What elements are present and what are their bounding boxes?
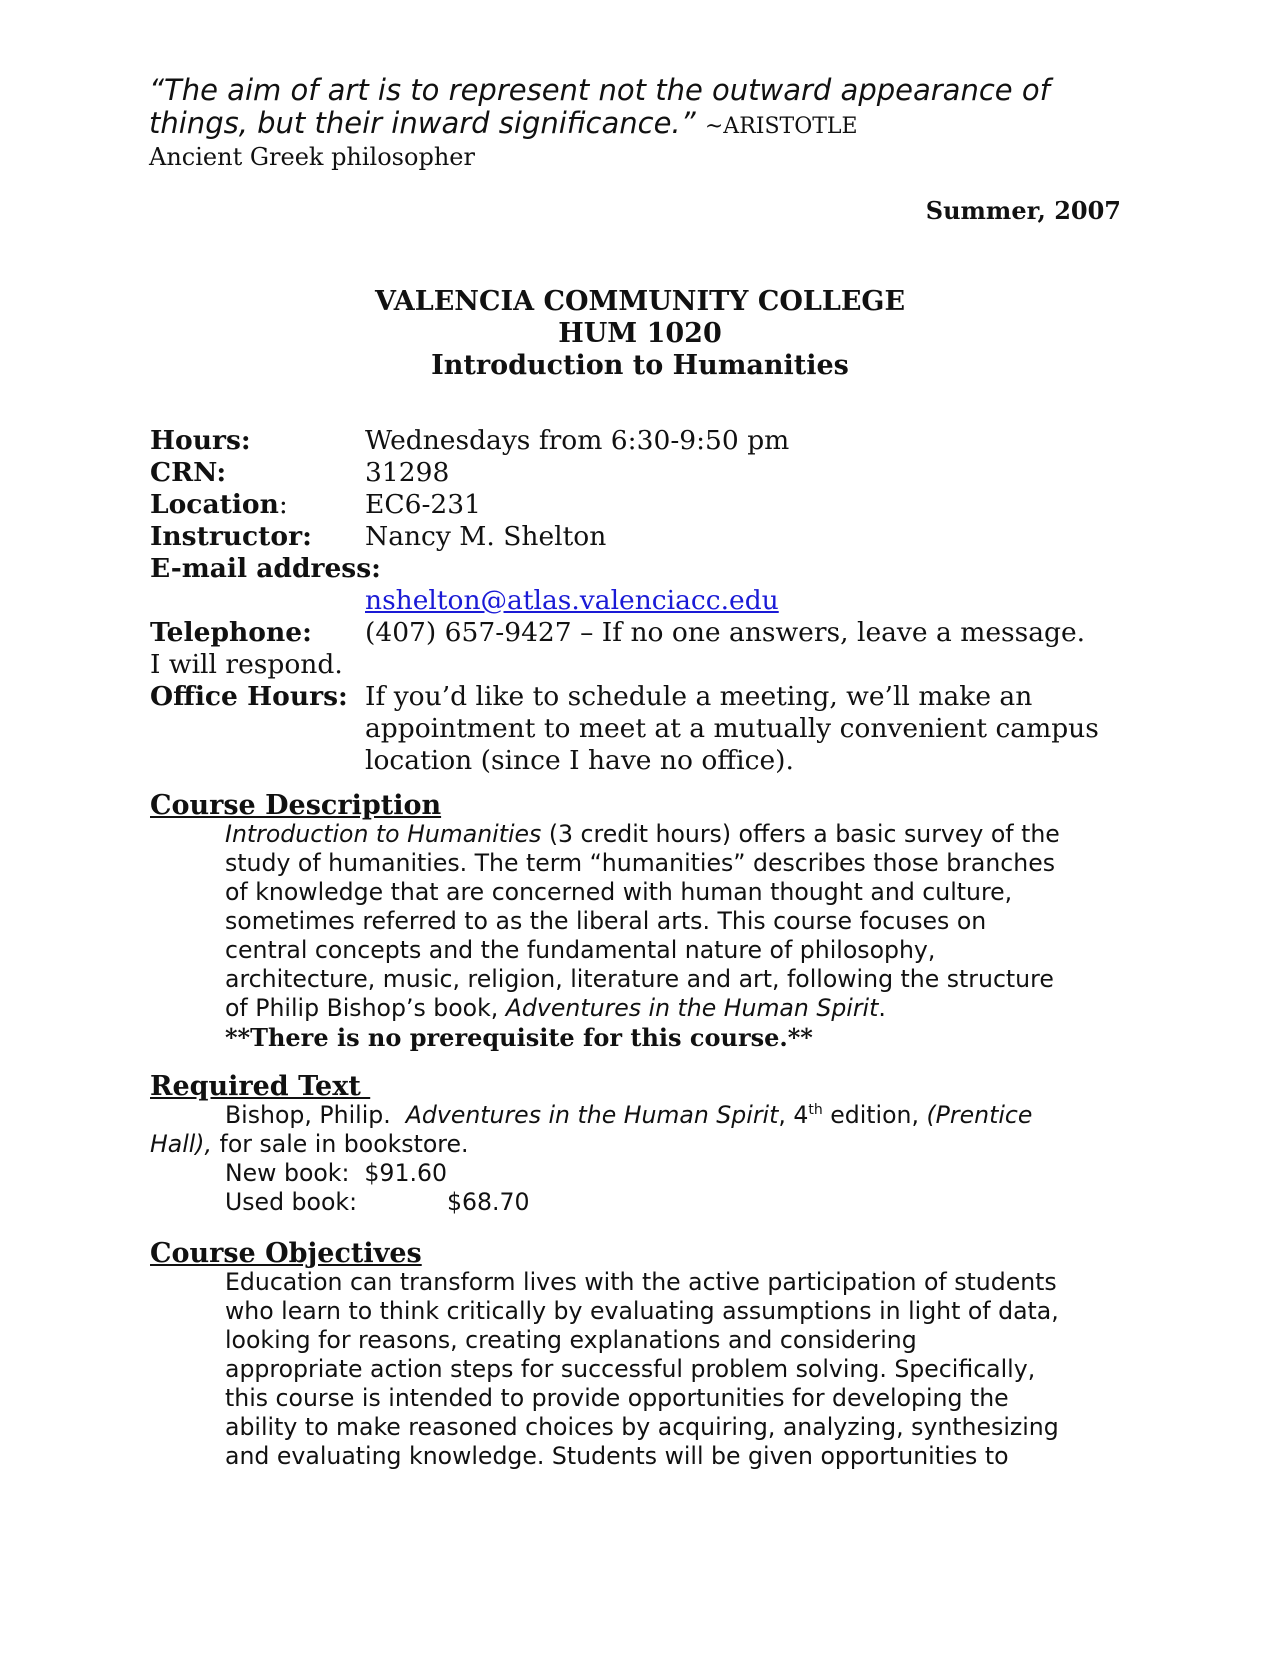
college-name: VALENCIA COMMUNITY COLLEGE	[374, 286, 906, 317]
course-name: Introduction to Humanities	[431, 350, 849, 381]
hours-label: Hours:	[150, 425, 251, 456]
instructor-label: Instructor:	[150, 521, 312, 552]
description-line: study of humanities. The term “humanities” describes those branches	[225, 849, 1056, 877]
info-row-hours	[150, 425, 1150, 457]
edition-post: edition,	[822, 1101, 927, 1129]
info-row-office-hours	[150, 681, 1150, 777]
info-row-email	[150, 553, 1150, 585]
email-link[interactable]: nshelton@atlas.valenciacc.edu	[365, 585, 779, 616]
required-text-line	[225, 1101, 1145, 1130]
location-label	[150, 489, 365, 521]
publisher-part1: (Prentice	[926, 1101, 1033, 1129]
info-row-crn	[150, 457, 1150, 489]
quote-subtitle: Ancient Greek philosopher	[149, 143, 475, 171]
new-book-label: New book:	[225, 1159, 365, 1187]
new-book-price: $91.60	[364, 1159, 447, 1187]
objectives-line: appropriate action steps for successful problem solving. Specifically,	[225, 1355, 1036, 1383]
required-text-line2	[150, 1130, 1150, 1159]
quote-text: “The aim of art is to represent not the outward appearance of things, but their inward significance.”	[149, 73, 1050, 140]
description-line1-rest: (3 credit hours) offers a basic survey of the	[541, 820, 1060, 848]
office-hours-line: If you’d like to schedule a meeting, we’ll make an	[365, 681, 1033, 712]
book-title: Adventures in the Human Spirit	[405, 1101, 779, 1129]
book-prices	[225, 1159, 1145, 1217]
crn-label: CRN:	[150, 457, 227, 488]
course-objectives-heading: Course Objectives	[150, 1238, 422, 1269]
new-book-row	[225, 1159, 1145, 1188]
location-label-text: Location	[150, 489, 279, 520]
used-book-label: Used book:	[225, 1188, 358, 1216]
description-last-start: of Philip Bishop’s book,	[225, 994, 506, 1022]
objectives-line: looking for reasons, creating explanations and considering	[225, 1326, 917, 1354]
used-book-row	[225, 1188, 1145, 1217]
email-indent	[150, 585, 365, 617]
objectives-line: this course is intended to provide opportunities for developing the	[225, 1384, 1009, 1412]
required-text-heading: Required Text	[150, 1071, 371, 1102]
hours-value: Wednesdays from 6:30-9:50 pm	[365, 425, 790, 456]
course-info	[150, 425, 1150, 777]
book-title-italic: Adventures in the Human Spirit	[505, 994, 879, 1022]
course-title-italic: Introduction to Humanities	[225, 820, 542, 848]
objectives-line: ability to make reasoned choices by acquiring, analyzing, synthesizing	[225, 1413, 1059, 1441]
epigraph-quote	[149, 74, 1149, 143]
description-line: central concepts and the fundamental nature of philosophy,	[225, 936, 936, 964]
objectives-line: Education can transform lives with the active participation of students	[225, 1268, 1057, 1296]
sale-note: for sale in bookstore.	[212, 1130, 469, 1158]
course-header	[0, 286, 1280, 382]
crn-value: 31298	[365, 457, 450, 488]
instructor-value: Nancy M. Shelton	[365, 521, 607, 552]
prerequisite-note: **There is no prerequisite for this course.**	[225, 1023, 813, 1052]
office-hours-line: location (since I have no office).	[365, 745, 794, 776]
description-line	[225, 994, 1145, 1023]
location-value: EC6-231	[365, 489, 482, 520]
telephone-value: (407) 657-9427 – If no one answers, leave a message.	[365, 617, 1086, 648]
course-code: HUM 1020	[558, 318, 722, 349]
edition-sup: th	[808, 1102, 823, 1119]
edition-pre: , 4	[778, 1101, 809, 1129]
info-row-email-value	[150, 585, 1150, 617]
info-row-instructor	[150, 521, 1150, 553]
description-line	[225, 820, 1145, 849]
office-hours-line: appointment to meet at a mutually convenient campus	[365, 713, 1099, 744]
description-line: of knowledge that are concerned with human thought and culture,	[225, 878, 1013, 906]
email-label: E-mail address:	[150, 553, 381, 584]
description-last-end: .	[878, 994, 886, 1022]
epigraph	[149, 74, 1149, 171]
required-text-body	[225, 1101, 1145, 1130]
telephone-continued: I will respond.	[150, 649, 343, 680]
course-objectives-body	[225, 1268, 1145, 1471]
term-label: Summer, 2007	[925, 196, 1121, 225]
description-line: architecture, music, religion, literature and art, following the structure	[225, 965, 1054, 993]
used-book-price: $68.70	[447, 1188, 530, 1216]
course-description-heading: Course Description	[150, 790, 442, 821]
course-description-body	[225, 820, 1145, 1052]
objectives-line: who learn to think critically by evaluating assumptions in light of data,	[225, 1297, 1059, 1325]
office-hours-value	[365, 681, 1150, 777]
publisher-part2: Hall),	[150, 1130, 213, 1158]
description-line: sometimes referred to as the liberal arts. This course focuses on	[225, 907, 987, 935]
info-row-location	[150, 489, 1150, 521]
telephone-label: Telephone:	[150, 617, 312, 648]
book-author: Bishop, Philip.	[225, 1101, 406, 1129]
office-hours-label: Office Hours:	[150, 681, 348, 712]
location-label-colon: :	[278, 489, 288, 520]
info-row-telephone	[150, 617, 1150, 649]
quote-attribution: ~ARISTOTLE	[704, 114, 858, 139]
objectives-line: and evaluating knowledge. Students will be given opportunities to	[225, 1442, 1009, 1470]
